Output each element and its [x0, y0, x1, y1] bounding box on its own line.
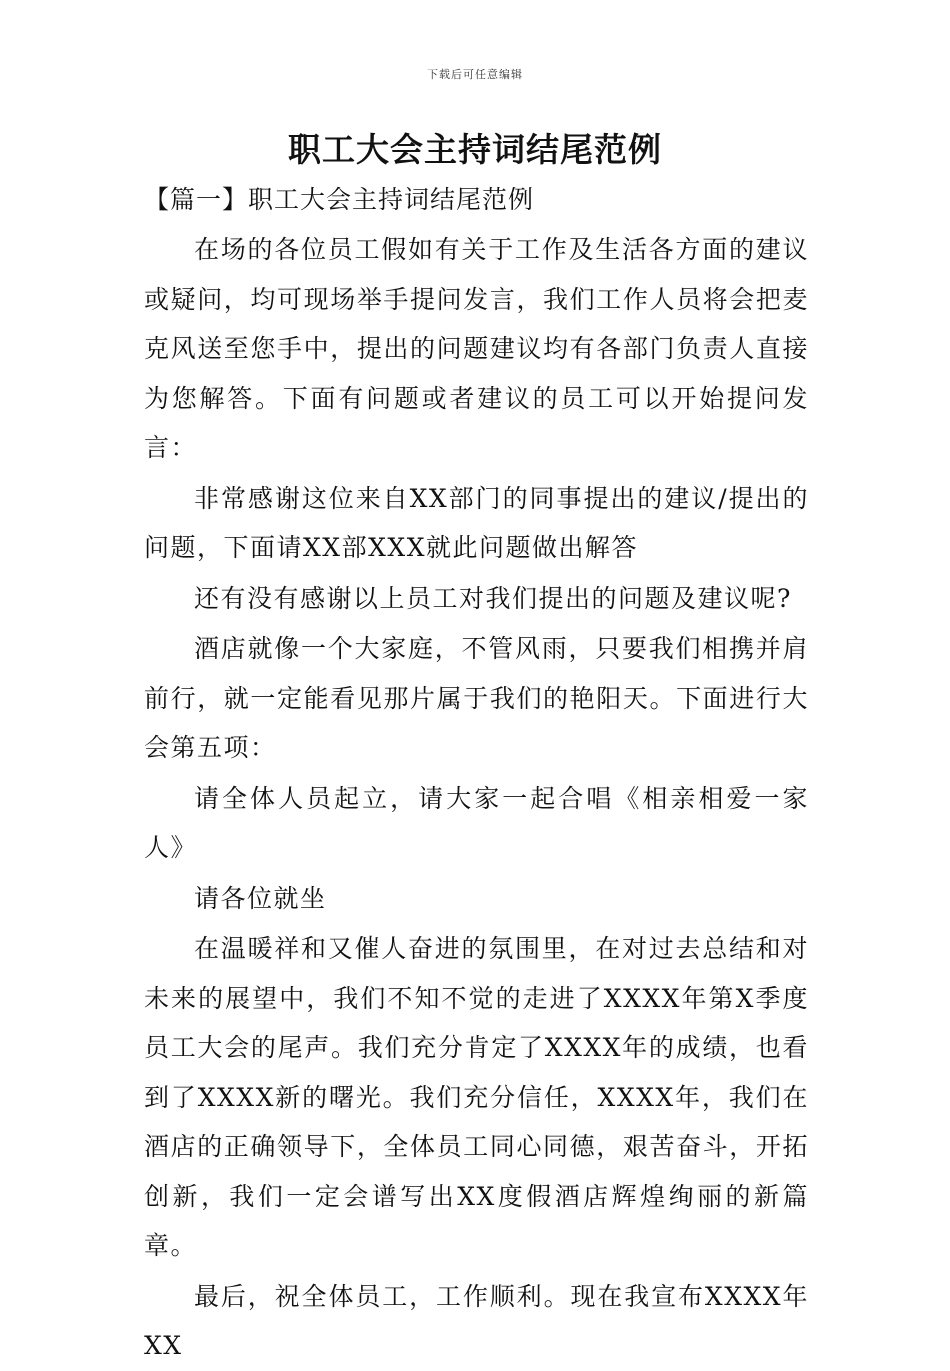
paragraph: 在场的各位员工假如有关于工作及生活各方面的建议或疑问，均可现场举手提问发言，我们工作人员将会把麦克风送至您手中，提出的问题建议均有各部门负责人直接为您解答。下面有问题或者建议的员工可以开始提问发言： — [144, 235, 809, 462]
paragraph: 非常感谢这位来自XX部门的同事提出的建议/提出的问题，下面请XX部XXX就此问题做出解答 — [144, 483, 809, 562]
paragraph: 最后，祝全体员工，工作顺利。现在我宣布XXXX年XX — [144, 1281, 809, 1360]
paragraph: 请全体人员起立，请大家一起合唱《相亲相爱一家人》 — [144, 783, 809, 862]
body-text — [144, 225, 809, 1371]
section-heading: 【篇一】职工大会主持词结尾范例 — [144, 185, 535, 214]
header-note: 下载后可任意编辑 — [427, 68, 523, 81]
paragraph: 在温暖祥和又催人奋进的氛围里，在对过去总结和对未来的展望中，我们不知不觉的走进了XXXX年第X季度员工大会的尾声。我们充分肯定了XXXX年的成绩，也看到了XXXX新的曙光。我们充分信任，XXXX年，我们在酒店的正确领导下，全体员工同心同德，艰苦奋斗，开拓创新，我们一定会谱写出XX度假酒店辉煌绚丽的新篇章。 — [144, 934, 809, 1260]
paragraph: 酒店就像一个大家庭，不管风雨，只要我们相携并肩前行，就一定能看见那片属于我们的艳阳天。下面进行大会第五项： — [144, 634, 809, 762]
paragraph: 还有没有感谢以上员工对我们提出的问题及建议呢? — [194, 583, 792, 613]
document-title: 职工大会主持词结尾范例 — [288, 130, 662, 169]
paragraph: 请各位就坐 — [194, 883, 327, 913]
